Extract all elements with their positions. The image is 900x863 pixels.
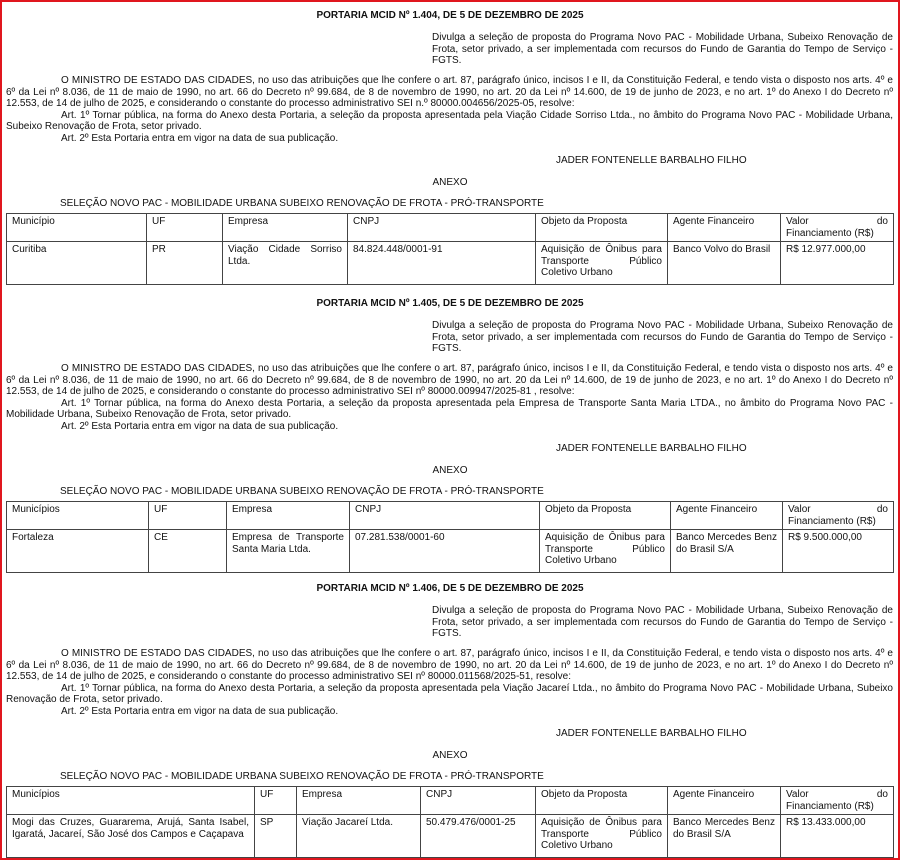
portaria-title: PORTARIA MCID Nº 1.404, DE 5 DE DEZEMBRO DE 2025 [316, 10, 584, 21]
table-cell: Banco Mercedes Benz do Brasil S/A [671, 530, 783, 573]
table-header-row [7, 787, 894, 815]
table-header-row [7, 214, 894, 242]
anexo-heading: ANEXO [432, 465, 468, 476]
table-row [7, 815, 894, 858]
article-1: Art. 1º Tornar pública, na forma do Anexo desta Portaria, a seleção da proposta apresentada pela Viação Cidade Sorriso Ltda., no âmbito do Programa Novo PAC - Mobilidade Urbana, Subeixo Renovação de Frota, setor privado. [6, 109, 893, 133]
table-cell: Banco Volvo do Brasil [668, 242, 781, 285]
table-cell: Mogi das Cruzes, Guararema, Arujá, Santa Isabel, Igaratá, Jacareí, São José dos Campos e Caçapava [7, 815, 255, 858]
table-header-cell: Objeto da Proposta [540, 502, 671, 530]
portaria-body [6, 648, 893, 718]
table-cell: Curitiba [7, 242, 147, 285]
article-2: Art. 2º Esta Portaria entra em vigor na data de sua publicação. [61, 705, 339, 717]
table-cell: 07.281.538/0001-60 [350, 530, 540, 573]
preamble: O MINISTRO DE ESTADO DAS CIDADES, no uso das atribuições que lhe confere o art. 87, parágrafo único, incisos I e II, da Constituição Federal, e tendo vista o disposto nos arts. 4º e 6º da Lei nº 8.036, de 11 de maio de 1990, no art. 66 do Decreto nº 99.684, de 8 de novembro de 1990, no art. 20 da Lei nº 14.600, de 19 de junho de 2023, e no art. 1º do Anexo I do Decreto nº 12.553, de 14 de julho de 2025, e considerando o constante do processo administrativo SEI n.º 80000.004656/2025-05, resolve: [6, 75, 893, 110]
portaria-title: PORTARIA MCID Nº 1.405, DE 5 DE DEZEMBRO DE 2025 [316, 298, 584, 309]
table-header-cell: UF [149, 502, 227, 530]
table-header-cell: Empresa [223, 214, 348, 242]
portaria-section [0, 577, 900, 863]
table-cell: R$ 13.433.000,00 [781, 815, 894, 858]
table-header-cell: Município [7, 214, 147, 242]
portaria-section [0, 292, 900, 578]
table-cell: Viação Cidade Sorriso Ltda. [223, 242, 348, 285]
table-cell: Viação Jacareí Ltda. [297, 815, 421, 858]
table-header-cell: Valor do Financiamento (R$) [781, 787, 894, 815]
table-header-cell: Empresa [227, 502, 350, 530]
table-header-cell: UF [255, 787, 297, 815]
selection-table [6, 501, 894, 573]
selection-heading: SELEÇÃO NOVO PAC - MOBILIDADE URBANA SUBEIXO RENOVAÇÃO DE FROTA - PRÓ-TRANSPORTE [60, 486, 544, 497]
signature: JADER FONTENELLE BARBALHO FILHO [556, 155, 747, 166]
table-header-cell: Valor do Financiamento (R$) [781, 214, 894, 242]
table-cell: Empresa de Transporte Santa Maria Ltda. [227, 530, 350, 573]
preamble: O MINISTRO DE ESTADO DAS CIDADES, no uso das atribuições que lhe confere o art. 87, parágrafo único, incisos I e II, da Constituição Federal, e tendo vista o disposto nos arts. 4º e 6º da Lei nº 8.036, de 11 de maio de 1990, no art. 66 do Decreto nº 99.684, de 8 de novembro de 1990, no art. 20 da Lei nº 14.600, de 19 de junho de 2023, e no art. 1º do Anexo I do Decreto nº 12.553, de 14 de julho de 2025, e considerando o constante do processo administrativo SEI nº 80000.009947/2025-81 , resolve: [6, 363, 893, 398]
table-header-cell: CNPJ [421, 787, 536, 815]
table-header-row [7, 502, 894, 530]
preamble: O MINISTRO DE ESTADO DAS CIDADES, no uso das atribuições que lhe confere o art. 87, parágrafo único, incisos I e II, da Constituição Federal, e tendo vista o disposto nos arts. 4º e 6º da Lei nº 8.036, de 11 de maio de 1990, no art. 66 do Decreto nº 99.684, de 8 de novembro de 1990, no art. 20 da Lei nº 14.600, de 19 de junho de 2023, e no art. 1º do Anexo I do Decreto nº 12.553, de 14 de julho de 2025, e considerando o constante do processo administrativo SEI nº 80000.011568/2025-51, resolve: [6, 648, 893, 683]
table-cell: PR [147, 242, 223, 285]
table-cell: Aquisição de Ônibus para Transporte Público Coletivo Urbano [536, 815, 668, 858]
table-header-cell: Municípios [7, 502, 149, 530]
table-header-cell: UF [147, 214, 223, 242]
table-header-cell: Objeto da Proposta [536, 214, 668, 242]
anexo-heading: ANEXO [432, 177, 468, 188]
table-header-cell: CNPJ [350, 502, 540, 530]
selection-table [6, 786, 894, 858]
portaria-section [0, 4, 900, 290]
table-row [7, 530, 894, 573]
table-header-cell: Objeto da Proposta [536, 787, 668, 815]
portaria-summary: Divulga a seleção de proposta do Programa Novo PAC - Mobilidade Urbana, Subeixo Renovação de Frota, setor privado, a ser implementada com recursos do Fundo de Garantia do Tempo de Serviço - FGTS. [432, 605, 893, 640]
portaria-body [6, 363, 893, 433]
table-cell: R$ 12.977.000,00 [781, 242, 894, 285]
selection-table [6, 213, 894, 285]
signature: JADER FONTENELLE BARBALHO FILHO [556, 443, 747, 454]
table-cell: Banco Mercedes Benz do Brasil S/A [668, 815, 781, 858]
table-cell: CE [149, 530, 227, 573]
table-header-cell: Agente Financeiro [668, 214, 781, 242]
portaria-body [6, 75, 893, 145]
article-2: Art. 2º Esta Portaria entra em vigor na data de sua publicação. [61, 420, 339, 432]
table-cell: Aquisição de Ônibus para Transporte Público Coletivo Urbano [536, 242, 668, 285]
table-row [7, 242, 894, 285]
portaria-summary: Divulga a seleção de proposta do Programa Novo PAC - Mobilidade Urbana, Subeixo Renovação de Frota, setor privado, a ser implementada com recursos do Fundo de Garantia do Tempo de Serviço - FGTS. [432, 320, 893, 355]
article-1: Art. 1º Tornar pública, na forma do Anexo desta Portaria, a seleção da proposta apresentada pela Empresa de Transporte Santa Maria LTDA., no âmbito do Programa Novo PAC - Mobilidade Urbana, Subeixo Renovação de Frota, setor privado. [6, 397, 893, 421]
table-cell: SP [255, 815, 297, 858]
table-header-cell: Valor do Financiamento (R$) [783, 502, 894, 530]
table-cell: Aquisição de Ônibus para Transporte Público Coletivo Urbano [540, 530, 671, 573]
anexo-heading: ANEXO [432, 750, 468, 761]
article-1: Art. 1º Tornar pública, na forma do Anexo desta Portaria, a seleção da proposta apresentada pela Viação Jacareí Ltda., no âmbito do Programa Novo PAC - Mobilidade Urbana, Subeixo Renovação de Frota, setor privado. [6, 682, 893, 706]
selection-heading: SELEÇÃO NOVO PAC - MOBILIDADE URBANA SUBEIXO RENOVAÇÃO DE FROTA - PRÓ-TRANSPORTE [60, 771, 544, 782]
signature: JADER FONTENELLE BARBALHO FILHO [556, 728, 747, 739]
selection-heading: SELEÇÃO NOVO PAC - MOBILIDADE URBANA SUBEIXO RENOVAÇÃO DE FROTA - PRÓ-TRANSPORTE [60, 198, 544, 209]
table-header-cell: Agente Financeiro [668, 787, 781, 815]
portaria-title: PORTARIA MCID Nº 1.406, DE 5 DE DEZEMBRO DE 2025 [316, 583, 584, 594]
article-2: Art. 2º Esta Portaria entra em vigor na data de sua publicação. [61, 132, 339, 144]
portaria-summary: Divulga a seleção de proposta do Programa Novo PAC - Mobilidade Urbana, Subeixo Renovação de Frota, setor privado, a ser implementada com recursos do Fundo de Garantia do Tempo de Serviço - FGTS. [432, 32, 893, 67]
table-header-cell: Empresa [297, 787, 421, 815]
table-header-cell: Agente Financeiro [671, 502, 783, 530]
table-cell: Fortaleza [7, 530, 149, 573]
table-cell: 50.479.476/0001-25 [421, 815, 536, 858]
table-cell: R$ 9.500.000,00 [783, 530, 894, 573]
table-cell: 84.824.448/0001-91 [348, 242, 536, 285]
table-header-cell: Municípios [7, 787, 255, 815]
table-header-cell: CNPJ [348, 214, 536, 242]
